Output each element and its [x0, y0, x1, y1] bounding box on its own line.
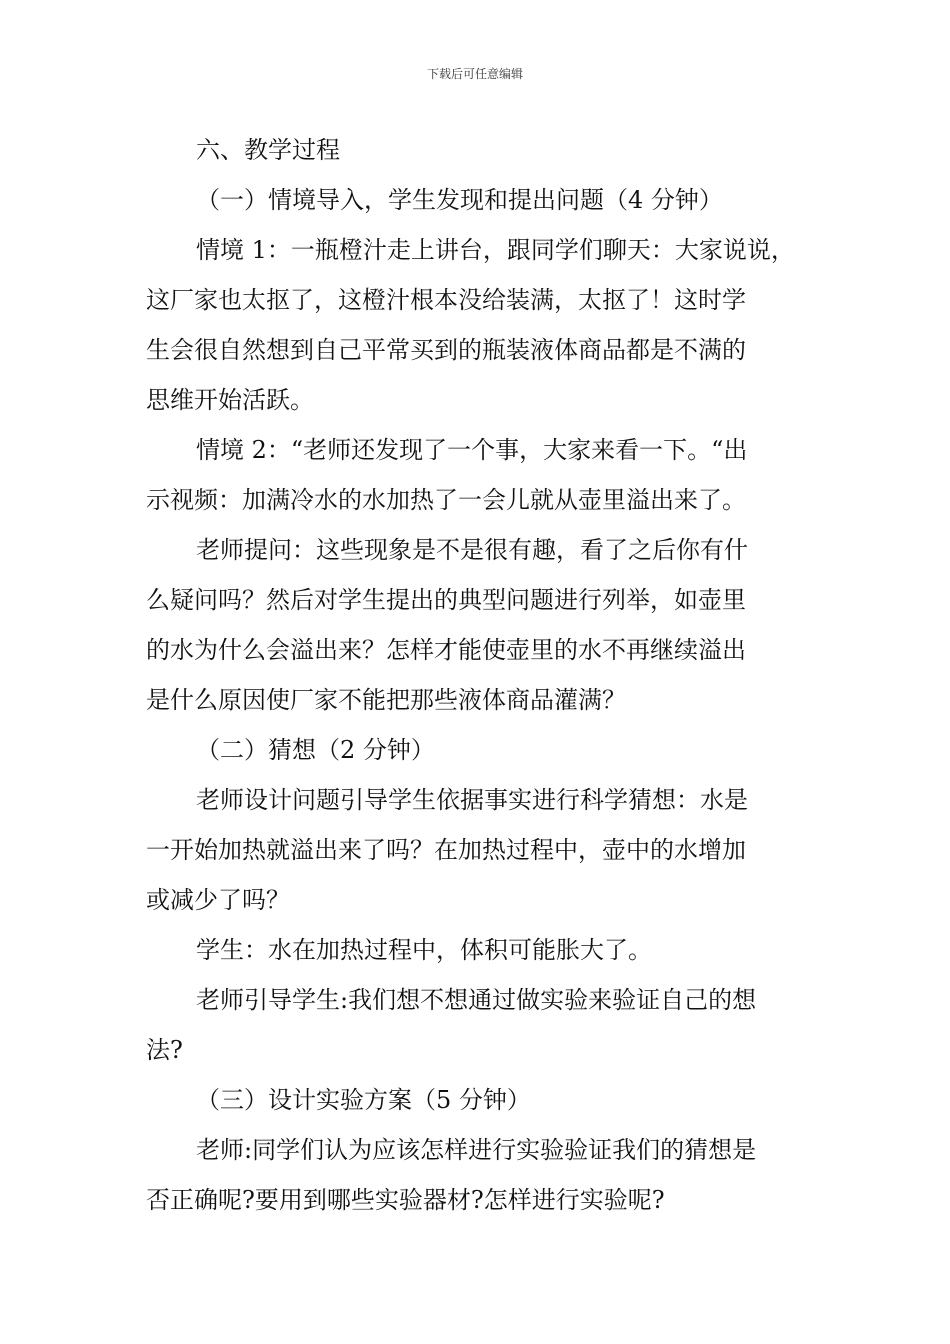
paragraph-line: 或减少了吗？: [146, 886, 290, 914]
subsection-heading: （三）设计实验方案（5 分钟）: [196, 1086, 531, 1114]
paragraph-line: 老师引导学生:我们想不想通过做实验来验证自己的想: [196, 986, 757, 1014]
paragraph-line: 思维开始活跃。: [146, 386, 314, 414]
paragraph-line: 老师:同学们认为应该怎样进行实验验证我们的猜想是: [196, 1136, 757, 1164]
paragraph-line: 老师提问：这些现象是不是很有趣，看了之后你有什: [196, 536, 748, 564]
paragraph-line: 老师设计问题引导学生依据事实进行科学猜想：水是: [196, 786, 748, 814]
section-heading: 六、教学过程: [196, 136, 340, 164]
subsection-heading: （二）猜想（2 分钟）: [196, 736, 435, 764]
paragraph-line: 情境 2：“老师还发现了一个事，大家来看一下。“出: [196, 436, 748, 464]
paragraph-line: 学生：水在加热过程中，体积可能胀大了。: [196, 936, 652, 964]
paragraph-line: 这厂家也太抠了，这橙汁根本没给装满，太抠了！这时学: [146, 286, 746, 314]
page-header-note: 下载后可任意编辑: [426, 67, 523, 81]
subsection-heading: （一）情境导入，学生发现和提出问题（4 分钟）: [196, 186, 723, 214]
paragraph-line: 的水为什么会溢出来？怎样才能使壶里的水不再继续溢出: [146, 636, 746, 664]
paragraph-line: 法?: [146, 1036, 183, 1064]
paragraph-line: 是什么原因使厂家不能把那些液体商品灌满？: [146, 686, 626, 714]
paragraph-line: 情境 1：一瓶橙汁走上讲台，跟同学们聊天：大家说说，: [196, 236, 795, 264]
paragraph-line: 示视频：加满冷水的水加热了一会儿就从壶里溢出来了。: [146, 486, 746, 514]
paragraph-line: 否正确呢?要用到哪些实验器材?怎样进行实验呢?: [146, 1186, 665, 1214]
paragraph-line: 么疑问吗？然后对学生提出的典型问题进行列举，如壶里: [146, 586, 746, 614]
paragraph-line: 一开始加热就溢出来了吗？在加热过程中，壶中的水增加: [146, 836, 746, 864]
paragraph-line: 生会很自然想到自己平常买到的瓶装液体商品都是不满的: [146, 336, 746, 364]
